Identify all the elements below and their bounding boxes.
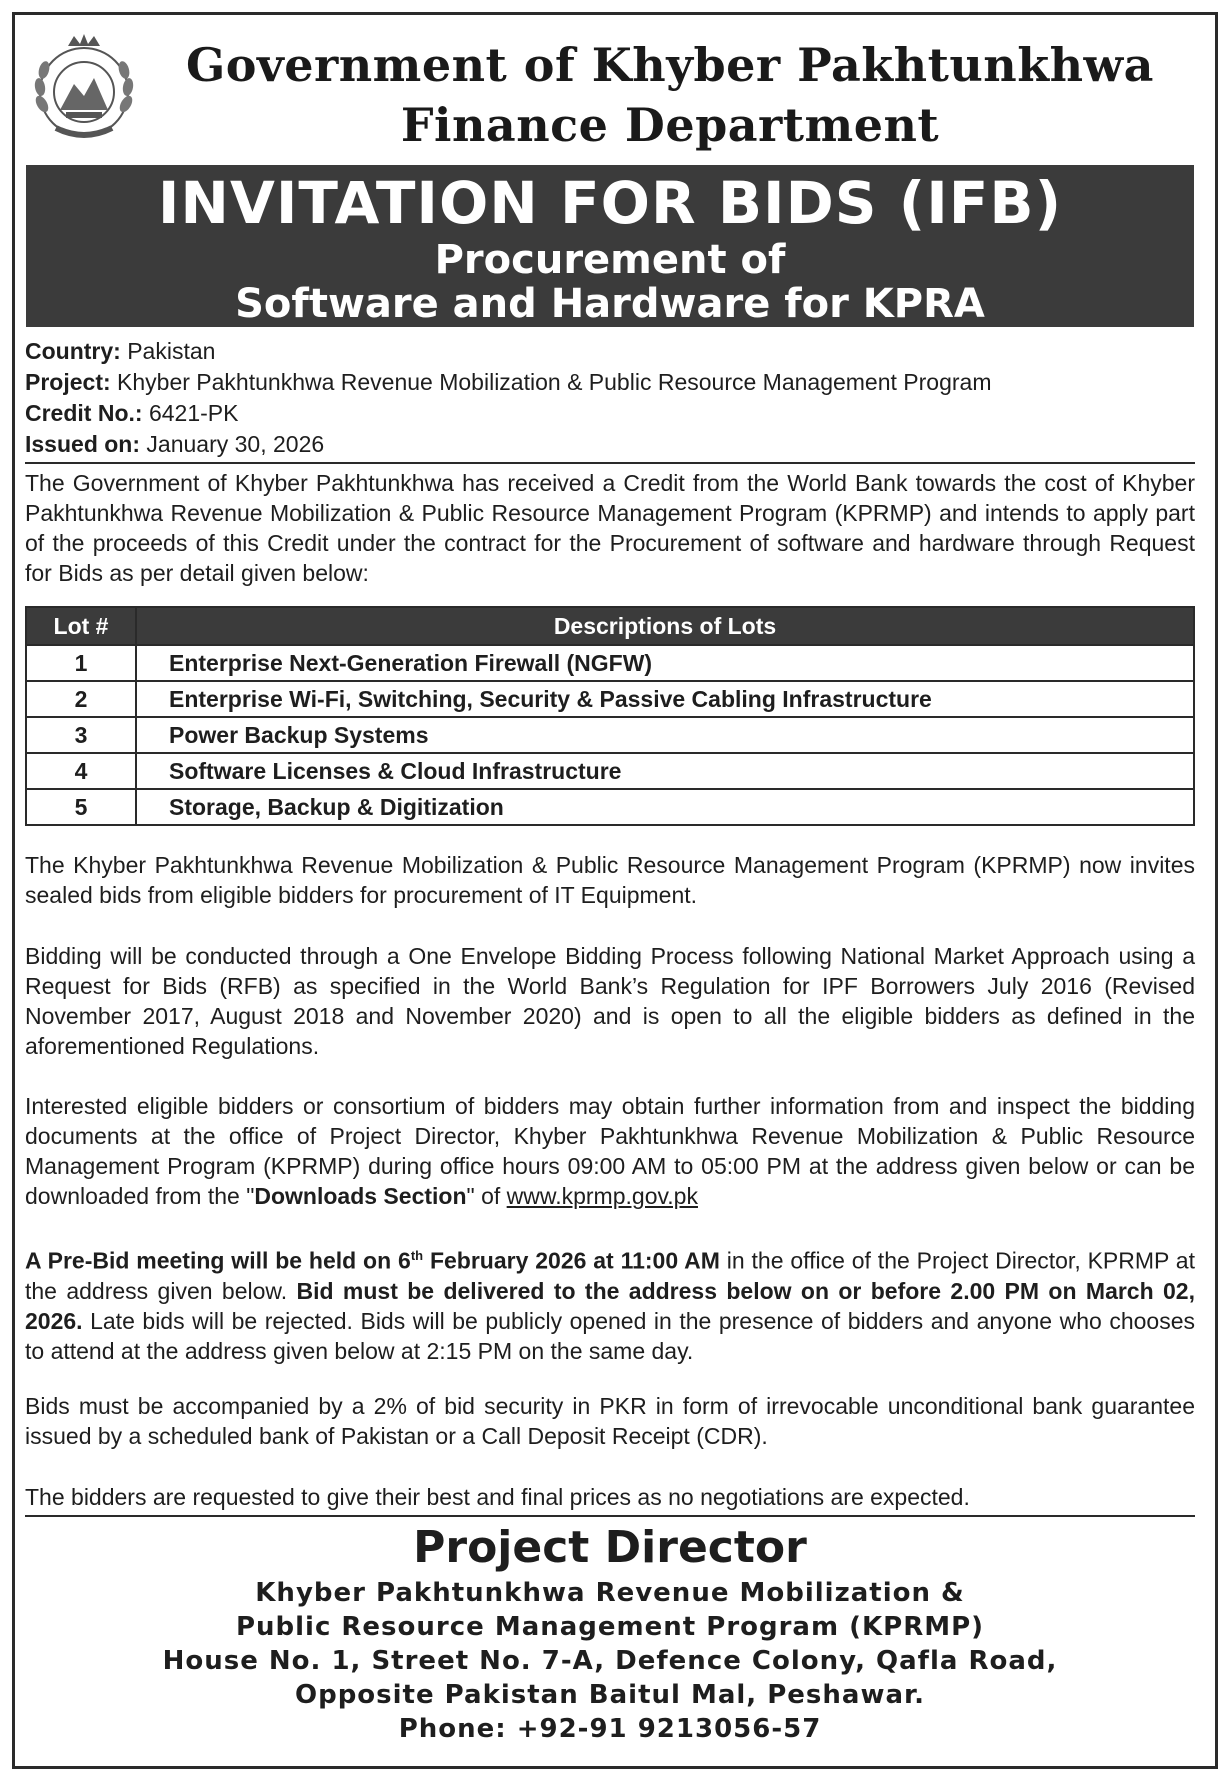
- documents-text-2: " of: [466, 1183, 507, 1209]
- bid-security-paragraph: Bids must be accompanied by a 2% of bid security in PKR in form of irrevocable unconditional bank guarantee issued by a scheduled bank of Pakistan or a Call Deposit Receipt (CDR).: [25, 1393, 1195, 1449]
- table-row: [26, 645, 1194, 681]
- bid-deadline-text: Bid must be delivered to the address below on or before 2.00 PM on March 02, 2026.: [25, 1277, 1195, 1334]
- intro-paragraph: The Government of Khyber Pakhtunkhwa has received a Credit from the World Bank towards the cost of Khyber Pakhtunkhwa Revenue Mobilization & Public Resource Management Program (KPRMP) and intends to apply part of the proceeds of this Credit under the contract for the Procurement of software and hardware through Request for Bids as per detail given below:: [25, 470, 1195, 586]
- lot-number: 3: [26, 717, 136, 753]
- pre-bid-location-text: in the office of the Project Director, KPRMP at the address given below.: [25, 1247, 1195, 1304]
- divider: [25, 1515, 1195, 1517]
- pre-bid-time-text: February 2026 at 11:00 AM: [423, 1247, 720, 1274]
- downloads-section-label: Downloads Section: [254, 1183, 467, 1209]
- invitation-paragraph: The Khyber Pakhtunkhwa Revenue Mobilization & Public Resource Management Program (KPRMP) now invites sealed bids from eligible bidders for procurement of IT Equipment.: [25, 852, 1195, 908]
- address-line-3: House No. 1, Street No. 7-A, Defence Colony, Qafla Road,: [162, 1646, 1058, 1676]
- contact-block: [25, 1520, 1195, 1746]
- address-line-1: Khyber Pakhtunkhwa Revenue Mobilization &: [255, 1578, 965, 1608]
- lot-number: 4: [26, 753, 136, 789]
- address-line-2: Public Resource Management Program (KPRMP): [235, 1612, 985, 1642]
- credit-label: Credit No.:: [25, 400, 143, 426]
- ifb-banner: [26, 165, 1194, 327]
- credit-value: 6421-PK: [148, 400, 239, 426]
- lot-number: 2: [26, 681, 136, 717]
- lot-description: Enterprise Wi-Fi, Switching, Security & Passive Cabling Infrastructure: [136, 681, 1194, 717]
- table-row: [26, 717, 1194, 753]
- issued-label: Issued on:: [25, 431, 141, 457]
- bid-metadata: [25, 336, 1195, 460]
- kp-government-emblem-icon: [28, 32, 140, 144]
- table-row: [26, 753, 1194, 789]
- banner-subtitle-1: Procurement of: [434, 237, 786, 283]
- project-row: [25, 367, 1195, 398]
- government-title: Government of Khyber Pakhtunkhwa: [186, 38, 1154, 92]
- address-line-4: Opposite Pakistan Baitul Mal, Peshawar.: [294, 1680, 926, 1710]
- lot-description: Storage, Backup & Digitization: [136, 789, 1194, 825]
- date-suffix: th: [410, 1248, 424, 1263]
- project-value: Khyber Pakhtunkhwa Revenue Mobilization & Public Resource Management Program: [117, 369, 992, 395]
- country-label: Country:: [25, 338, 121, 364]
- lot-number: 1: [26, 645, 136, 681]
- banner-title: INVITATION FOR BIDS (IFB): [157, 169, 1063, 237]
- project-director-title: Project Director: [413, 1522, 807, 1573]
- divider: [25, 462, 1195, 464]
- lots-table: [25, 606, 1195, 826]
- issued-value: January 30, 2026: [146, 431, 325, 457]
- pre-bid-date-text: A Pre-Bid meeting will be held on 6: [25, 1247, 411, 1274]
- country-value: Pakistan: [127, 338, 216, 364]
- bidding-process-paragraph: Bidding will be conducted through a One Envelope Bidding Process following National Market Approach using a Request for Bids (RFB) as specified in the World Bank’s Regulation for IPF Borrowers July 2016 (Revised November 2017, August 2018 and November 2020) and is open to all the eligible bidders as defined in the aforementioned Regulations.: [25, 943, 1195, 1059]
- lot-number: 5: [26, 789, 136, 825]
- pre-bid-meeting-paragraph: [25, 1241, 1195, 1366]
- final-prices-paragraph: The bidders are requested to give their best and final prices as no negotiations are expected.: [25, 1484, 970, 1510]
- bidding-documents-paragraph: [25, 1091, 1195, 1211]
- bid-opening-text: Late bids will be rejected. Bids will be publicly opened in the presence of bidders and anyone who chooses to attend at the address given below at 2:15 PM on the same day.: [25, 1307, 1195, 1364]
- table-row: [26, 681, 1194, 717]
- phone-number: Phone: +92-91 9213056-57: [398, 1714, 822, 1744]
- credit-row: [25, 398, 1195, 429]
- lot-description-header: Descriptions of Lots: [136, 607, 1194, 645]
- lot-number-header: Lot #: [26, 607, 136, 645]
- department-title: Finance Department: [400, 98, 940, 152]
- table-header-row: [26, 607, 1194, 645]
- documents-text: Interested eligible bidders or consortium of bidders may obtain further information from and inspect the bidding documents at the office of Project Director, Khyber Pakhtunkhwa Revenue Mobilization & Public Resource Management Program (KPRMP) during office hours 09:00 AM to 05:00 PM at the address given below or can be downloaded from the ": [25, 1093, 1195, 1209]
- project-label: Project:: [25, 369, 111, 395]
- country-row: [25, 336, 1195, 367]
- lot-description: Power Backup Systems: [136, 717, 1194, 753]
- banner-subtitle-2: Software and Hardware for KPRA: [235, 281, 985, 327]
- issued-row: [25, 429, 1195, 460]
- lot-description: Enterprise Next-Generation Firewall (NGFW): [136, 645, 1194, 681]
- kprmp-website-link[interactable]: www.kprmp.gov.pk: [506, 1183, 698, 1209]
- table-row: [26, 789, 1194, 825]
- lot-description: Software Licenses & Cloud Infrastructure: [136, 753, 1194, 789]
